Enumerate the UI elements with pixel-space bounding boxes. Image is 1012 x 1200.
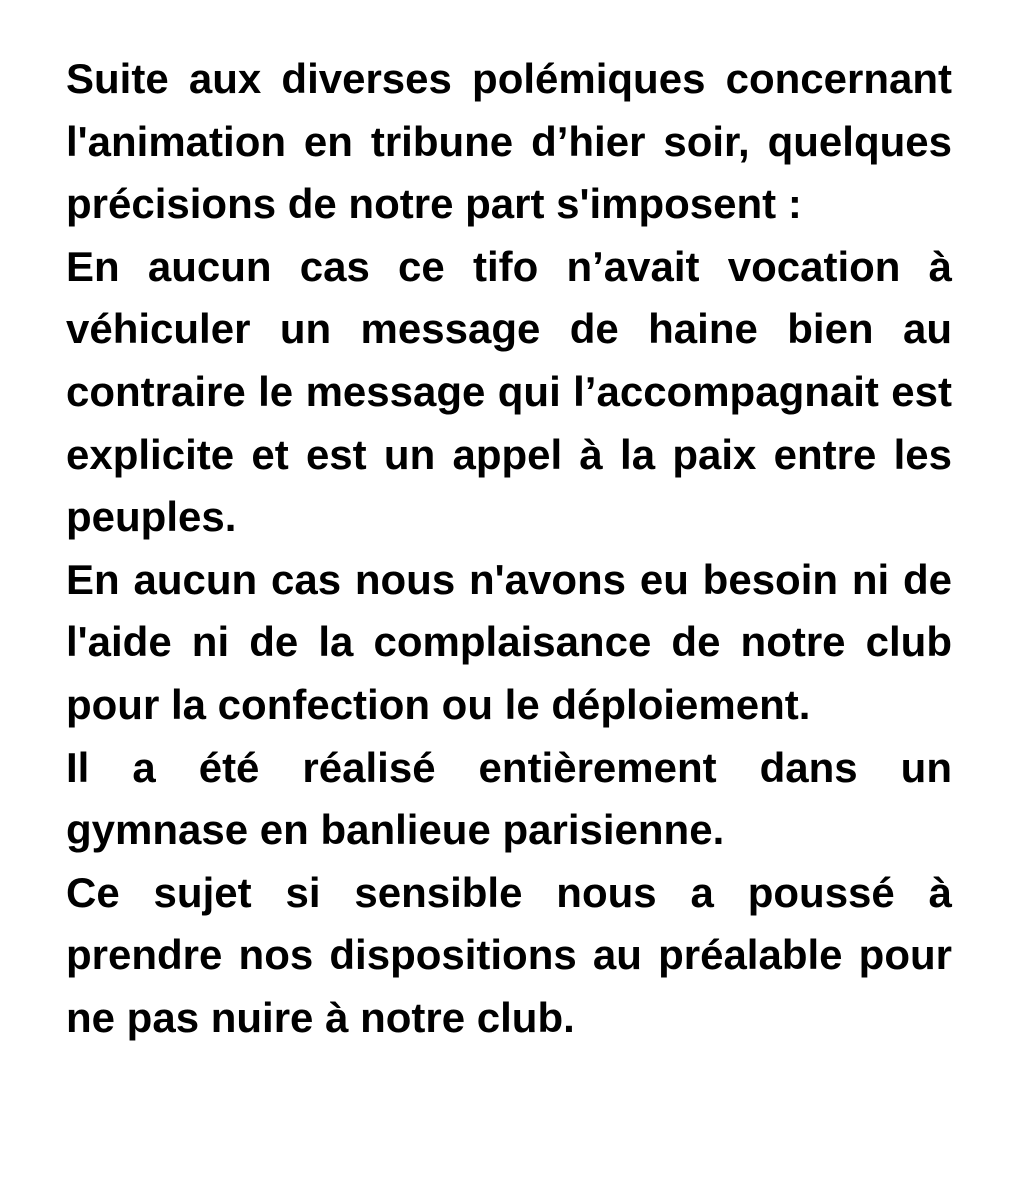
paragraph-tifo-message: En aucun cas ce tifo n’avait vocation à véhiculer un message de haine bien au contraire le message qui l’accompagnait est explicite et est un appel à la paix entre les peuples. [66,242,952,541]
paragraph-club-help: En aucun cas nous n'avons eu besoin ni de l'aide ni de la complaisance de notre club pour la confection ou le déploiement. [66,555,952,728]
statement-text [66,48,952,1050]
paragraph-dispositions: Ce sujet si sensible nous a poussé à prendre nos dispositions au préalable pour ne pas nuire à notre club. [66,868,952,1041]
paragraph-intro: Suite aux diverses polémiques concernant l'animation en tribune d’hier soir, quelques précisions de notre part s'imposent : [66,55,952,228]
paragraph-gymnase: Il a été réalisé entièrement dans un gymnase en banlieue parisienne. [66,743,952,854]
